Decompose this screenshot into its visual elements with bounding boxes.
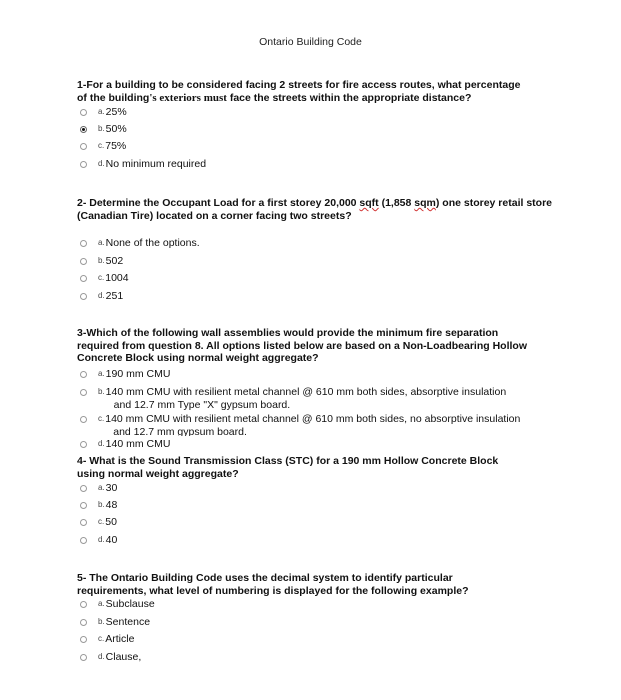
question-4-option-a[interactable]: a. 30 xyxy=(80,482,560,496)
radio-button[interactable] xyxy=(80,519,87,526)
question-5-option-c[interactable]: c. Article xyxy=(80,633,560,647)
question-1-option-a[interactable]: a. 25% xyxy=(80,106,560,120)
radio-button[interactable] xyxy=(80,416,87,423)
radio-button[interactable] xyxy=(80,293,87,300)
question-4-option-b[interactable]: b. 48 xyxy=(80,499,560,513)
question-1-line2-b: 's exteriors must xyxy=(149,91,227,104)
radio-button[interactable] xyxy=(80,161,87,168)
question-1-text xyxy=(77,79,557,104)
question-3-option-b[interactable]: b. 140 mm CMU with resilient metal channel @ 610 mm both sides, absorptive insulation and 12.7 mm Type "X" gypsum board. xyxy=(80,386,560,412)
question-1-option-c[interactable]: c. 75% xyxy=(80,140,560,154)
radio-button[interactable] xyxy=(80,601,87,608)
question-1-line2-a: of the building xyxy=(77,91,150,104)
radio-button[interactable] xyxy=(80,654,87,661)
radio-button[interactable] xyxy=(80,619,87,626)
question-5-option-b[interactable]: b. Sentence xyxy=(80,616,560,630)
question-1-option-d[interactable]: d. No minimum required xyxy=(80,158,560,172)
radio-button[interactable] xyxy=(80,258,87,265)
question-2-text: 2- Determine the Occupant Load for a first storey 20,000 sqft (1,858 sqm) one storey retail store (Canadian Tire) located on a corner facing two streets? xyxy=(77,197,552,222)
question-3-option-a[interactable]: a. 190 mm CMU xyxy=(80,368,560,382)
question-5-option-a[interactable]: a. Subclause xyxy=(80,598,560,612)
question-5-option-d[interactable]: d. Clause, xyxy=(80,651,560,665)
question-4-text: 4- What is the Sound Transmission Class (STC) for a 190 mm Hollow Concrete Block using normal weight aggregate? xyxy=(77,455,499,480)
question-2-option-d[interactable]: d. 251 xyxy=(80,290,560,304)
radio-button[interactable] xyxy=(80,143,87,150)
radio-button[interactable] xyxy=(80,537,87,544)
question-1-line1: 1-For a building to be considered facing 2 streets for fire access routes, what percentage xyxy=(77,79,521,91)
page-title: Ontario Building Code xyxy=(259,36,362,48)
question-5-text: 5- The Ontario Building Code uses the decimal system to identify particular requirements, what level of numbering is displayed for the following example? xyxy=(77,572,469,597)
radio-button[interactable] xyxy=(80,389,87,396)
radio-button[interactable] xyxy=(80,371,87,378)
radio-button[interactable] xyxy=(80,636,87,643)
radio-button[interactable] xyxy=(80,441,87,448)
question-1-line2-c: face the streets within the appropriate distance? xyxy=(226,91,472,104)
question-4-option-c[interactable]: c. 50 xyxy=(80,516,560,530)
radio-button[interactable] xyxy=(80,275,87,282)
question-1-option-b[interactable]: b. 50% xyxy=(80,123,560,137)
radio-button[interactable] xyxy=(80,240,87,247)
radio-button-selected[interactable] xyxy=(80,126,87,133)
option-text-block: 140 mm CMU with resilient metal channel @ 610 mm both sides, absorptive insulation and 12.7 mm Type "X" gypsum board. xyxy=(105,386,507,411)
question-3-option-d[interactable]: d. 140 mm CMU xyxy=(80,438,560,452)
question-3-option-c[interactable]: c. 140 mm CMU with resilient metal channel @ 610 mm both sides, no absorptive insulation and 12.7 mm gypsum board. xyxy=(80,413,560,436)
radio-button[interactable] xyxy=(80,502,87,509)
question-4-option-d[interactable]: d. 40 xyxy=(80,534,560,548)
question-2-option-b[interactable]: b. 502 xyxy=(80,255,560,269)
radio-button[interactable] xyxy=(80,109,87,116)
question-2-option-c[interactable]: c. 1004 xyxy=(80,272,560,286)
radio-button[interactable] xyxy=(80,485,87,492)
question-3-text: 3-Which of the following wall assemblies would provide the minimum fire separation required from question 8. All options listed below are based on a Non-Loadbearing Hollow Concrete Block using normal weight aggregate? xyxy=(77,327,527,364)
question-2-option-a[interactable]: a. None of the options. xyxy=(80,237,560,251)
option-text-block: 140 mm CMU with resilient metal channel @ 610 mm both sides, no absorptive insulation and 12.7 mm gypsum board. xyxy=(105,413,521,436)
